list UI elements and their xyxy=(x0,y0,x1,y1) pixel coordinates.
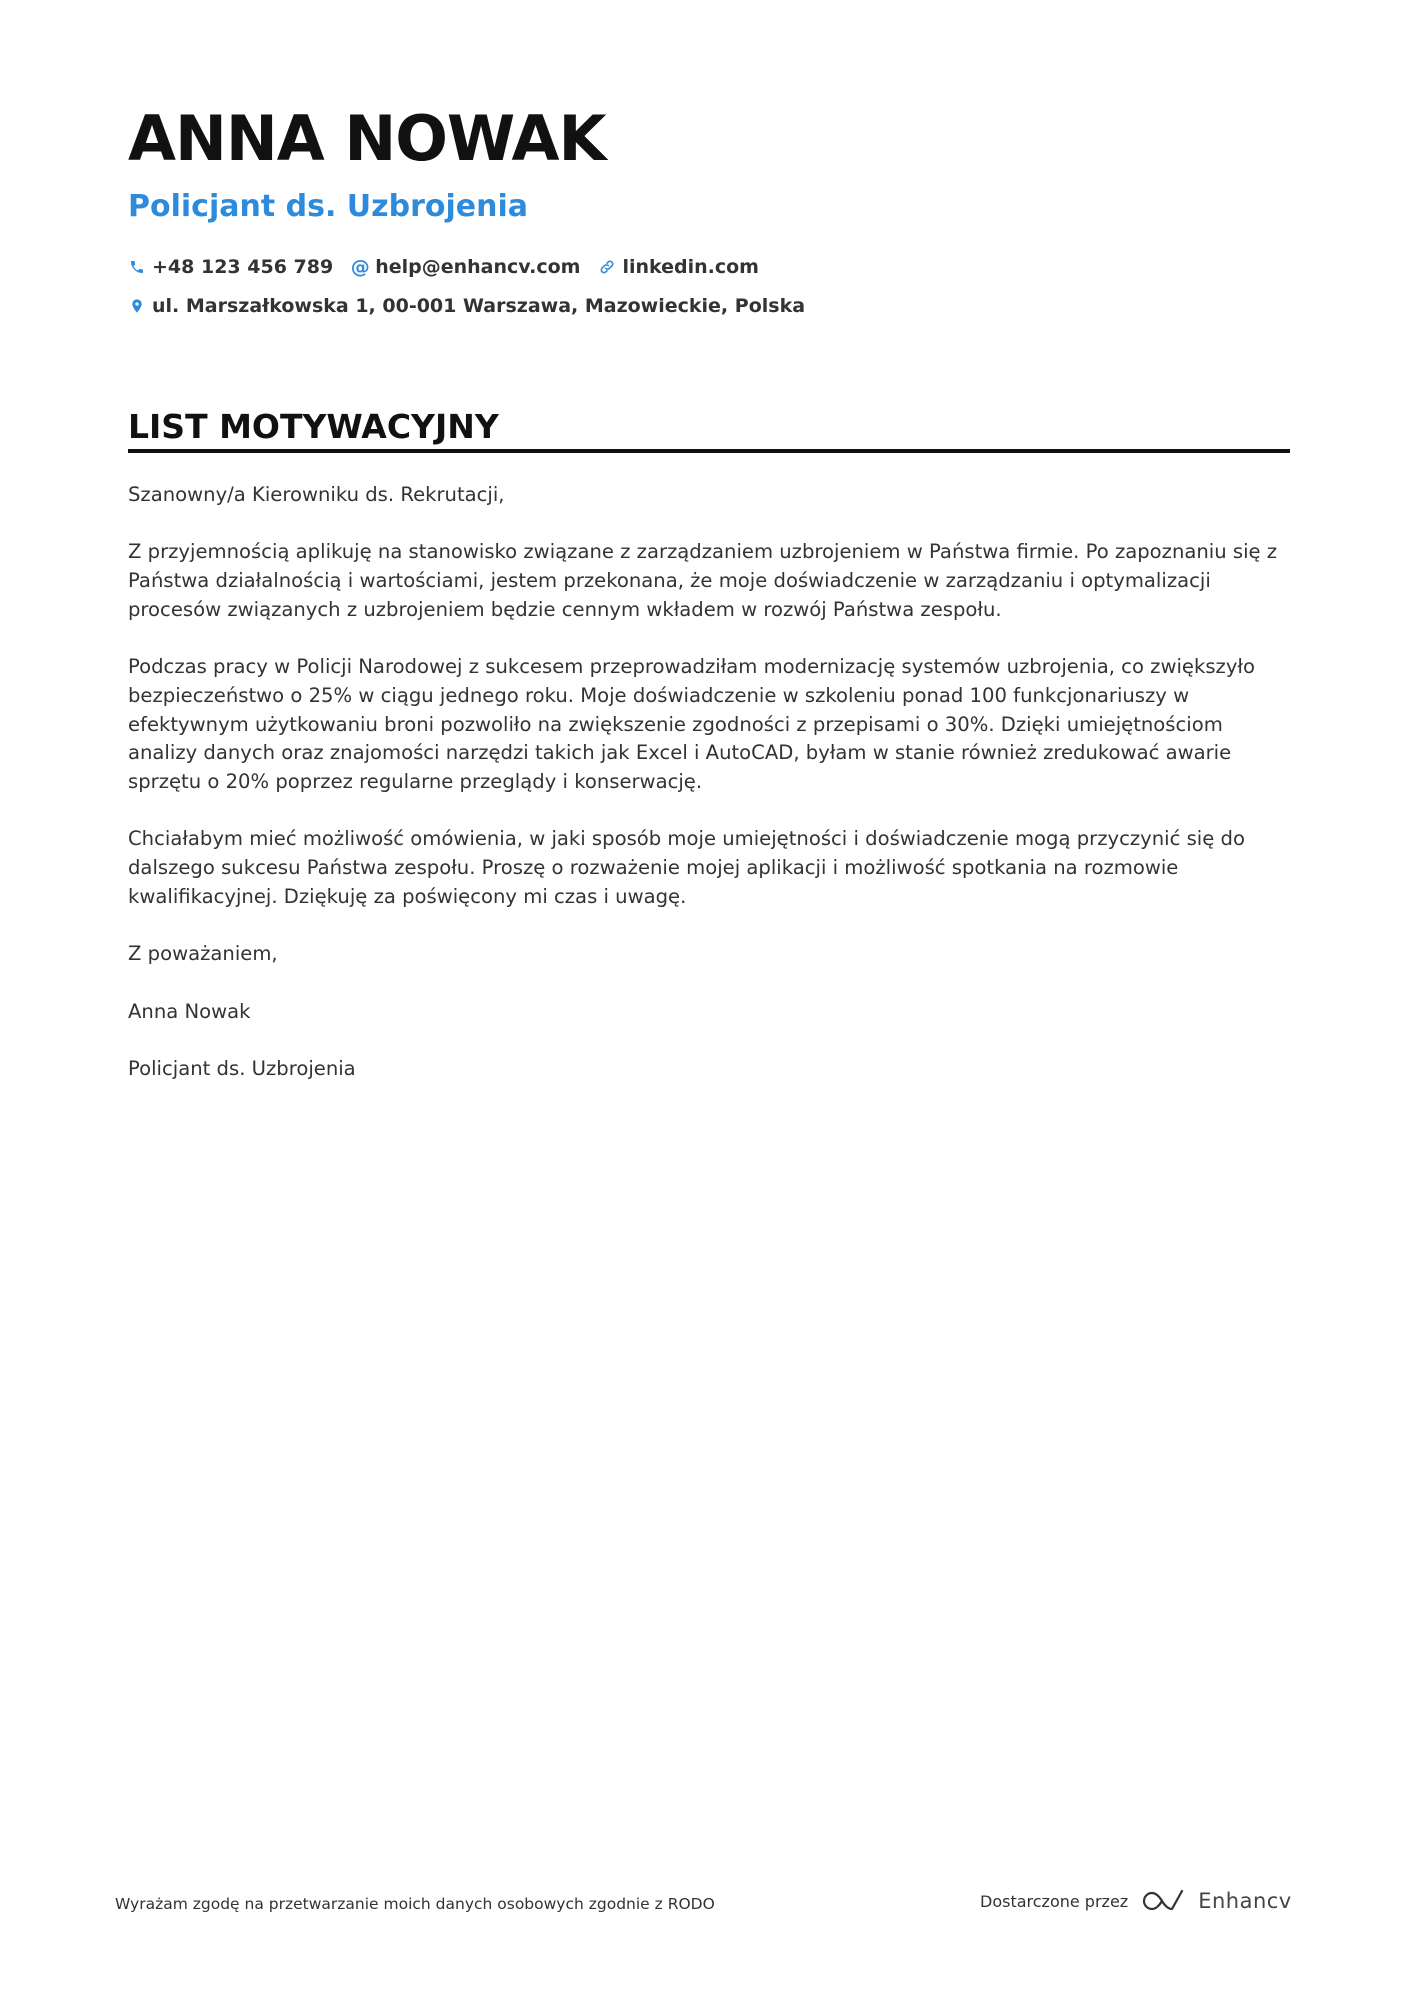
enhancv-logo-icon xyxy=(1140,1888,1188,1914)
signature-name: Anna Nowak xyxy=(128,999,251,1023)
letter-body xyxy=(128,481,1298,1112)
signature-title: Policjant ds. Uzbrojenia xyxy=(128,1056,356,1080)
linkedin-text: linkedin.com xyxy=(622,256,759,278)
contact-linkedin[interactable] xyxy=(598,256,759,278)
letter-paragraph: Podczas pracy w Policji Narodowej z sukcesem przeprowadziłam modernizację systemów uzbrojenia, co zwiększyło bezpieczeństwo o 25% w ciągu jednego roku. Moje doświadczenie w szkoleniu ponad 100 funkcjonariuszy w efektywnym użytkowaniu broni pozwoliło na zwiększenie zgodności z przepisami o 30%. Dzięki umiejętnościom analizy danych oraz znajomości narzędzi takich jak Excel i AutoCAD, byłam w stanie również zredukować awarie sprzętu o 20% poprzez regularne przeglądy i konserwację. xyxy=(128,655,1255,793)
section-divider xyxy=(128,449,1290,453)
location-pin-icon xyxy=(128,297,146,315)
brand-name: Enhancv xyxy=(1198,1889,1292,1913)
contact-email[interactable] xyxy=(351,256,580,278)
phone-icon xyxy=(128,258,146,276)
section-heading: LIST MOTYWACYJNY xyxy=(128,407,499,446)
applicant-title: Policjant ds. Uzbrojenia xyxy=(128,189,529,224)
applicant-name: ANNA NOWAK xyxy=(128,102,606,175)
contact-row-address xyxy=(128,295,823,317)
powered-by-label: Dostarczone przez xyxy=(980,1891,1129,1911)
letter-closing: Z poważaniem, xyxy=(128,942,278,966)
powered-by[interactable] xyxy=(980,1888,1292,1914)
letter-paragraph: Chciałabym mieć możliwość omówienia, w jaki sposób moje umiejętności i doświadczenie mogą przyczynić się do dalszego sukcesu Państwa zespołu. Proszę o rozważenie mojej aplikacji i możliwość spotkania na rozmowie kwalifikacyjnej. Dziękuję za poświęcony mi czas i uwagę. xyxy=(128,827,1245,908)
letter-greeting: Szanowny/a Kierowniku ds. Rekrutacji, xyxy=(128,483,505,506)
gdpr-consent: Wyrażam zgodę na przetwarzanie moich danych osobowych zgodnie z RODO xyxy=(115,1895,715,1913)
address-text: ul. Marszałkowska 1, 00-001 Warszawa, Mazowieckie, Polska xyxy=(152,295,806,317)
contact-address xyxy=(128,295,805,317)
contact-row-primary xyxy=(128,256,777,278)
email-text: help@enhancv.com xyxy=(375,256,581,278)
phone-text: +48 123 456 789 xyxy=(152,256,334,278)
contact-phone[interactable] xyxy=(128,256,333,278)
link-icon xyxy=(598,258,616,276)
at-icon: @ xyxy=(350,255,370,278)
letter-paragraph: Z przyjemnością aplikuję na stanowisko związane z zarządzaniem uzbrojeniem w Państwa firmie. Po zapoznaniu się z Państwa działalnością i wartościami, jestem przekonana, że moje doświadczenie w zarządzaniu i optymalizacji procesów związanych z uzbrojeniem będzie cennym wkładem w rozwój Państwa zespołu. xyxy=(128,540,1278,621)
